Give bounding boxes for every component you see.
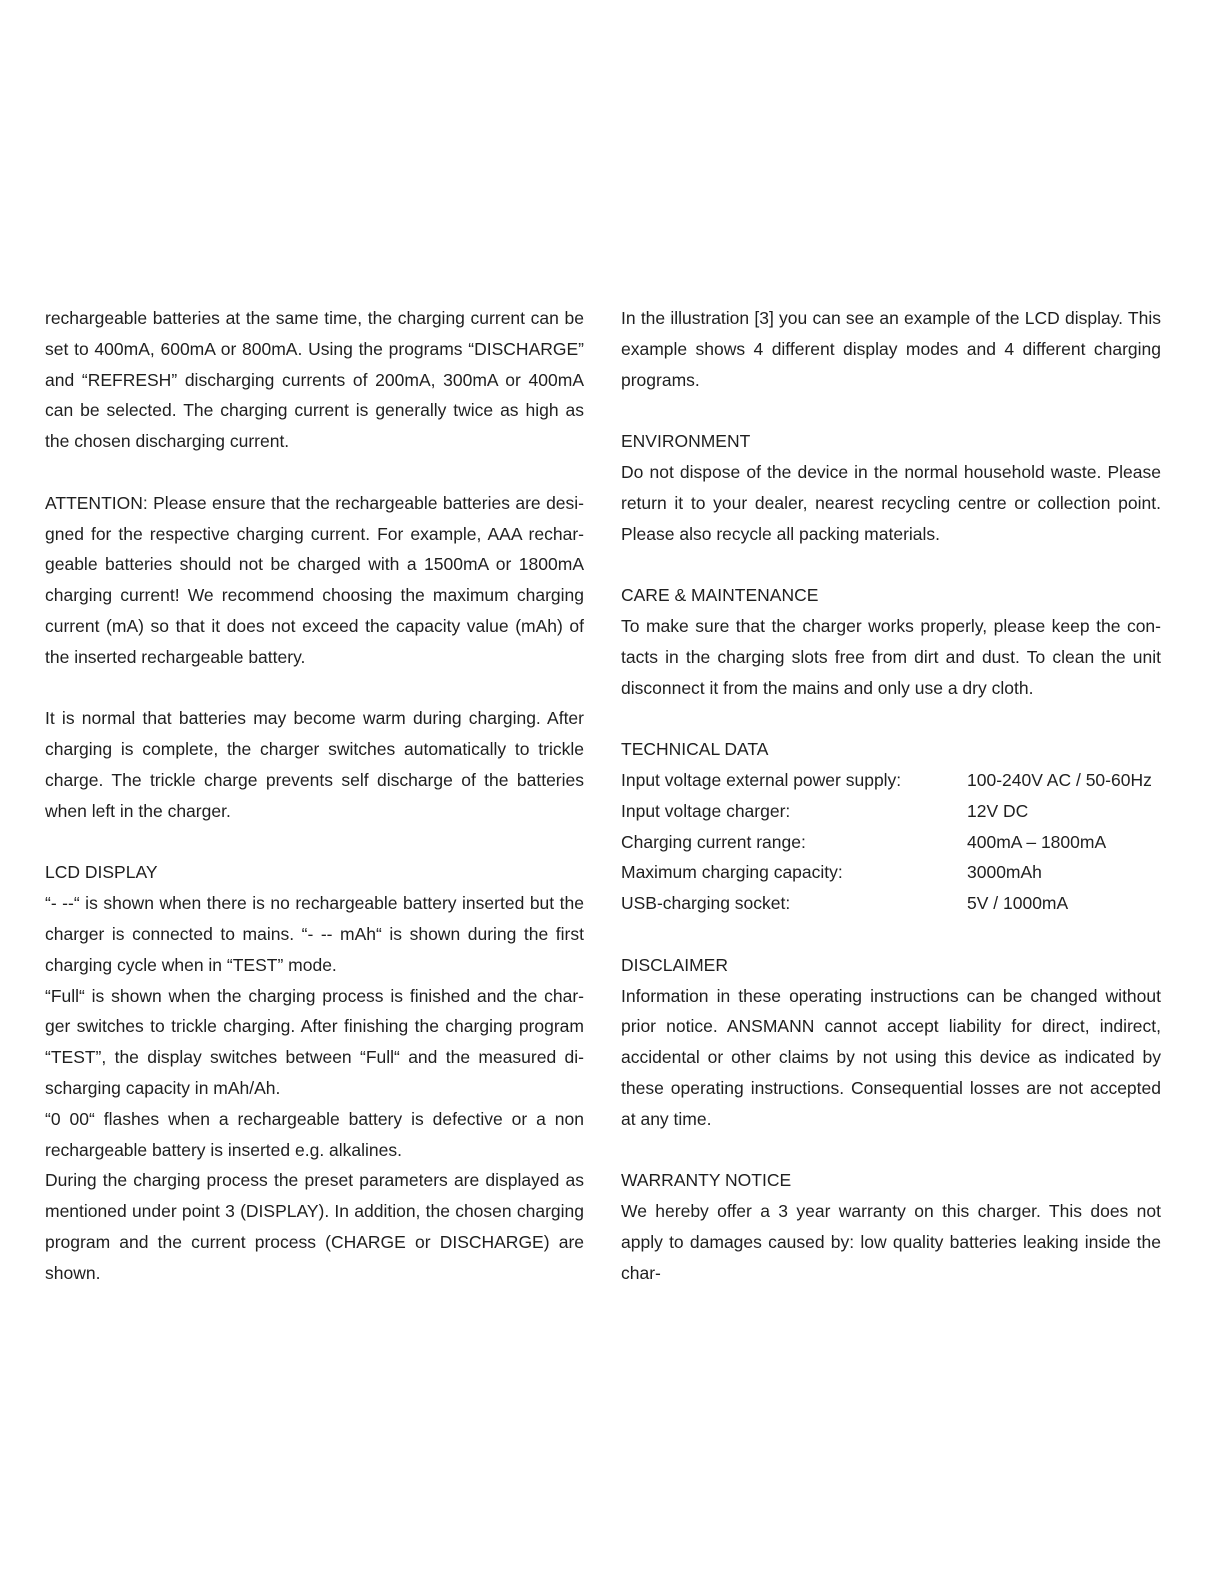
disclaimer-heading: DISCLAIMER [621,954,728,975]
table-row [621,796,1161,827]
spec-value: 3000mAh [967,862,1042,883]
spec-label: Input voltage charger: [621,800,791,821]
spacer [45,673,584,704]
spacer [621,919,1161,950]
technical-data-heading: TECHNICAL DATA [621,739,769,760]
lcd-process-paragraph: During the charging process the preset parameters are displayed as mentioned under point 3 (DISPLAY). In addition, the chosen charging program and the current process (CHARGE or DISCHARGE) are shown. [45,1170,584,1283]
spacer [621,703,1161,734]
spacer [621,1135,1161,1166]
warranty-notice-heading: WARRANTY NOTICE [621,1170,792,1191]
table-row [621,765,1161,796]
warm-batteries-paragraph: It is normal that batteries may become warm during charging. After charging is complete, the charger switches automatically to trickle charge. The trickle charge prevents self discharge of the batteries when left in the charger. [45,708,584,821]
environment-heading: ENVIRONMENT [621,431,751,452]
right-column [621,303,1161,1289]
illustration-intro-paragraph: In the illustration [3] you can see an example of the LCD display. This example shows 4 different display modes and 4 different charging programs. [621,308,1161,390]
spec-value: 100-240V AC / 50-60Hz [967,769,1152,790]
disclaimer-paragraph: Information in these operating instructions can be changed without prior notice. ANSMANN cannot accept liability for direct, indirect, accidental or other claims by not using this device as indicated by these operating instructions. Consequential losses are not accepted at any time. [621,985,1161,1129]
spec-label: USB-charging socket: [621,893,791,914]
care-maintenance-paragraph: To make sure that the charger works properly, please keep the con-tacts in the charging slots free from dirt and dust. To clean the unit disconnect it from the mains and only use a dry cloth. [621,615,1161,698]
lcd-full-paragraph: “Full“ is shown when the charging process is finished and the char-ger switches to trickle charging. After finishing the charging program “TEST”, the display switches between “Full“ and the measured di-scharging capacity in mAh/Ah. [45,985,584,1098]
spec-label: Maximum charging capacity: [621,862,843,883]
spec-label: Input voltage external power supply: [621,769,902,790]
charging-current-paragraph: rechargeable batteries at the same time, the charging current can be set to 400mA, 600mA or 800mA. Using the programs “DISCHARGE” and “REFRESH” discharging currents of 200mA, 300mA or 400mA can be selected. The charging current is generally twice as high as the chosen discharging current. [45,308,584,452]
spec-value: 400mA – 1800mA [967,831,1107,852]
lcd-defective-paragraph: “0 00“ flashes when a rechargeable battery is defective or a non rechargeable battery is inserted e.g. alkalines. [45,1108,584,1160]
spec-value: 5V / 1000mA [967,893,1069,914]
lcd-no-battery-paragraph: “- --“ is shown when there is no rechargeable battery inserted but the charger is connected to mains. “- -- mAh“ is shown during the first charging cycle when in “TEST” mode. [45,893,584,975]
environment-paragraph: Do not dispose of the device in the normal household waste. Please return it to your dealer, nearest recycling centre or collection point. Please also recycle all packing materials. [621,461,1161,544]
lcd-display-heading: LCD DISPLAY [45,862,158,883]
spec-label: Charging current range: [621,831,806,852]
attention-paragraph: ATTENTION: Please ensure that the rechargeable batteries are desi-gned for the respective charging current. For example, AAA rechar-geable batteries should not be charged with a 1500mA or 1800mA charging current! We recommend choosing the maximum charging current (mA) so that it does not exceed the capacity value (mAh) of the inserted rechargeable battery. [45,492,584,667]
technical-data-table [621,765,1161,919]
warranty-notice-paragraph: We hereby offer a 3 year warranty on this charger. This does not apply to damages caused by: low quality batteries leaking inside the char- [621,1201,1161,1283]
table-row [621,888,1161,919]
spec-value: 12V DC [967,800,1029,821]
spacer [621,549,1161,580]
spacer [45,457,584,488]
spacer [45,827,584,858]
care-maintenance-heading: CARE & MAINTENANCE [621,585,819,606]
table-row [621,827,1161,858]
table-row [621,857,1161,888]
spacer [621,395,1161,426]
left-column [45,303,584,1289]
